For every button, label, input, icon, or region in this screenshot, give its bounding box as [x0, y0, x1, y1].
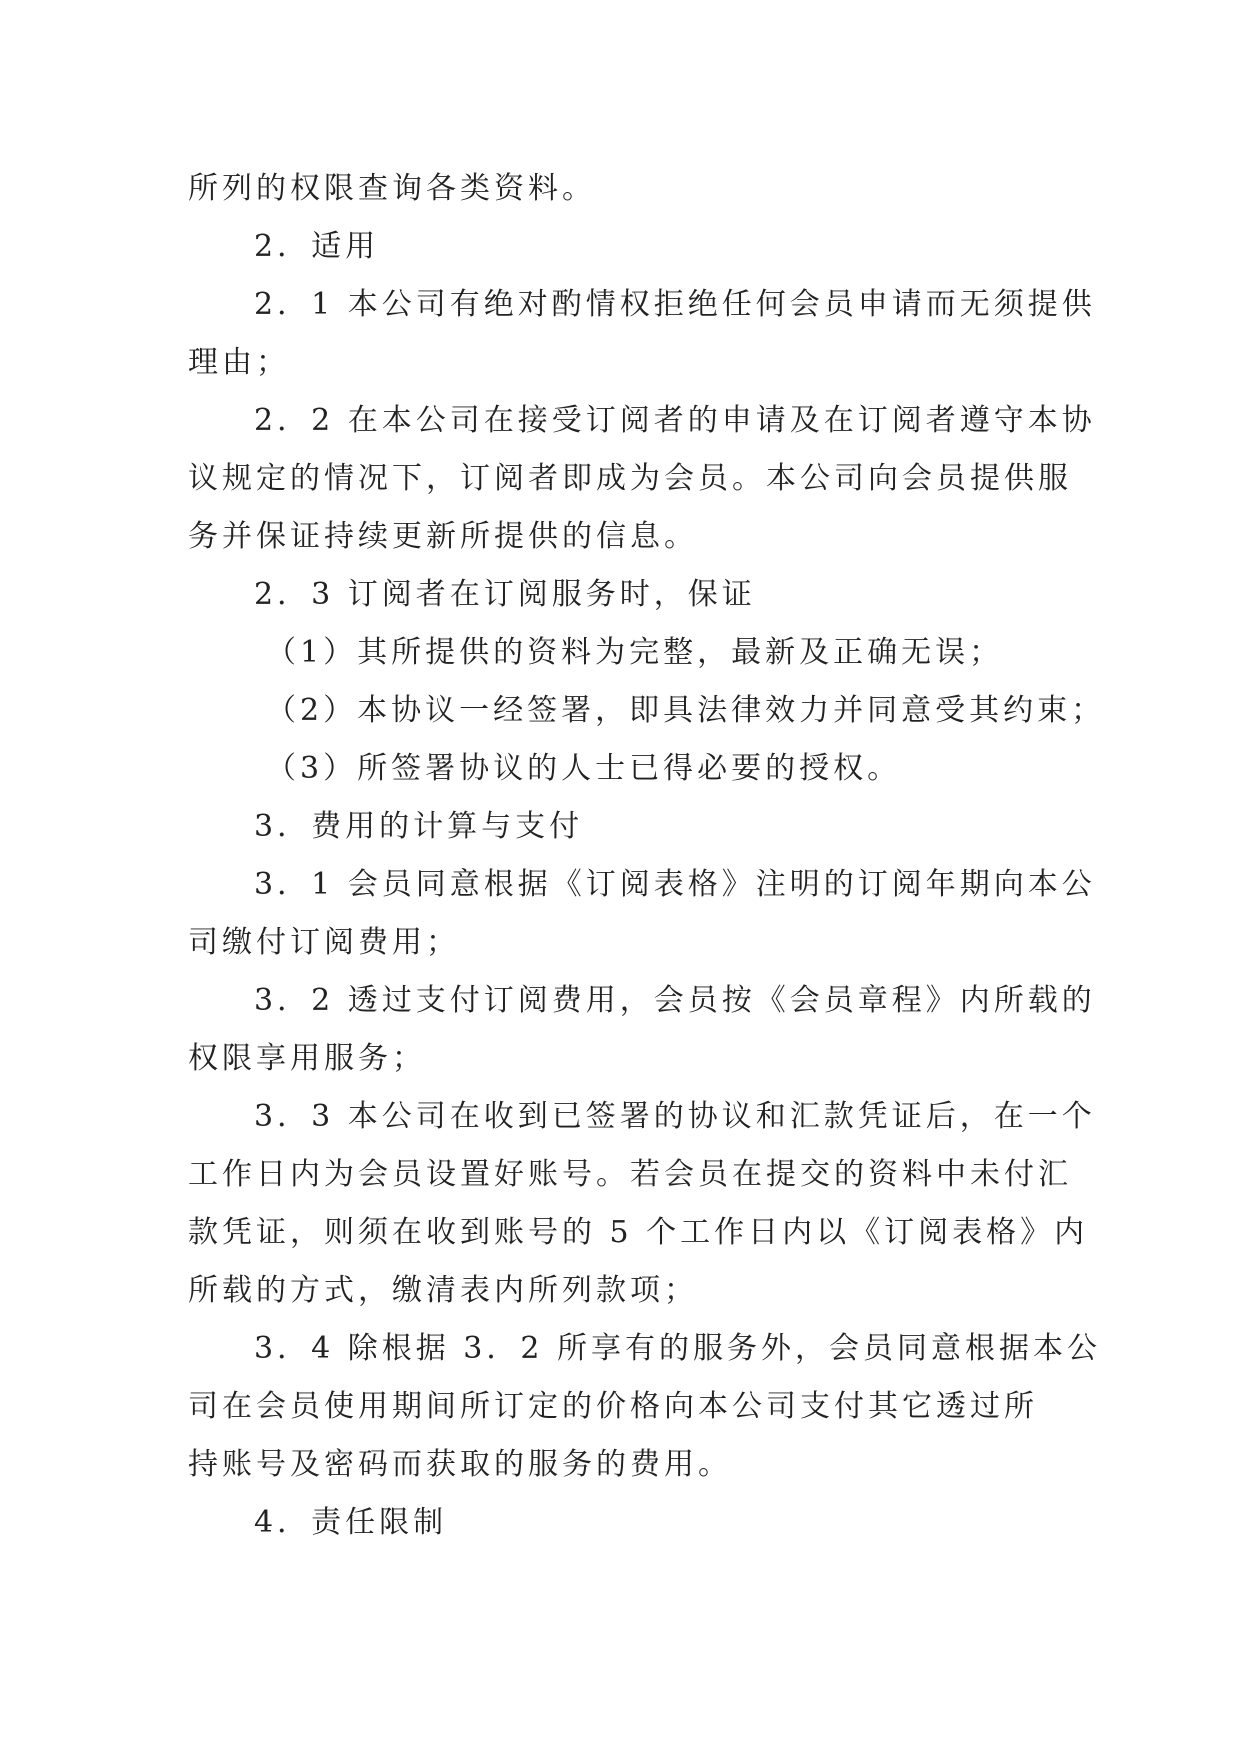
text-line: 3．1 会员同意根据《订阅表格》注明的订阅年期向本公 [254, 867, 1096, 902]
document-body [188, 160, 1106, 1552]
text-line: 3．2 透过支付订阅费用，会员按《会员章程》内所载的 [254, 983, 1096, 1018]
text-line: 权限享用服务； [188, 1041, 426, 1076]
text-line: （3）所签署协议的人士已得必要的授权。 [266, 751, 902, 786]
text-line: 款凭证，则须在收到账号的 5 个工作日内以《订阅表格》内 [188, 1215, 1089, 1250]
text-line: 持账号及密码而获取的服务的费用。 [188, 1447, 732, 1482]
text-line: 所列的权限查询各类资料。 [188, 171, 596, 206]
text-line: 司缴付订阅费用； [188, 925, 460, 960]
text-line: 3．3 本公司在收到已签署的协议和汇款凭证后，在一个 [254, 1099, 1096, 1134]
text-line: 司在会员使用期间所订定的价格向本公司支付其它透过所 [188, 1389, 1038, 1424]
text-line: 2．适用 [254, 229, 380, 264]
text-line: 工作日内为会员设置好账号。若会员在提交的资料中未付汇 [188, 1157, 1072, 1192]
text-line: （1）其所提供的资料为完整，最新及正确无误； [266, 635, 1004, 670]
text-line: （2）本协议一经签署，即具法律效力并同意受其约束； [266, 693, 1106, 728]
text-line: 3．费用的计算与支付 [254, 809, 584, 844]
text-line: 3．4 除根据 3．2 所享有的服务外，会员同意根据本公 [254, 1331, 1101, 1366]
text-line: 所载的方式，缴清表内所列款项； [188, 1273, 698, 1308]
text-line: 2．1 本公司有绝对酌情权拒绝任何会员申请而无须提供 [254, 287, 1096, 322]
text-line: 2．2 在本公司在接受订阅者的申请及在订阅者遵守本协 [254, 403, 1096, 438]
text-line: 理由； [188, 345, 290, 380]
text-line: 议规定的情况下，订阅者即成为会员。本公司向会员提供服 [188, 461, 1072, 496]
text-line: 4．责任限制 [254, 1505, 448, 1540]
text-line: 务并保证持续更新所提供的信息。 [188, 519, 698, 554]
text-line: 2．3 订阅者在订阅服务时，保证 [254, 577, 756, 612]
